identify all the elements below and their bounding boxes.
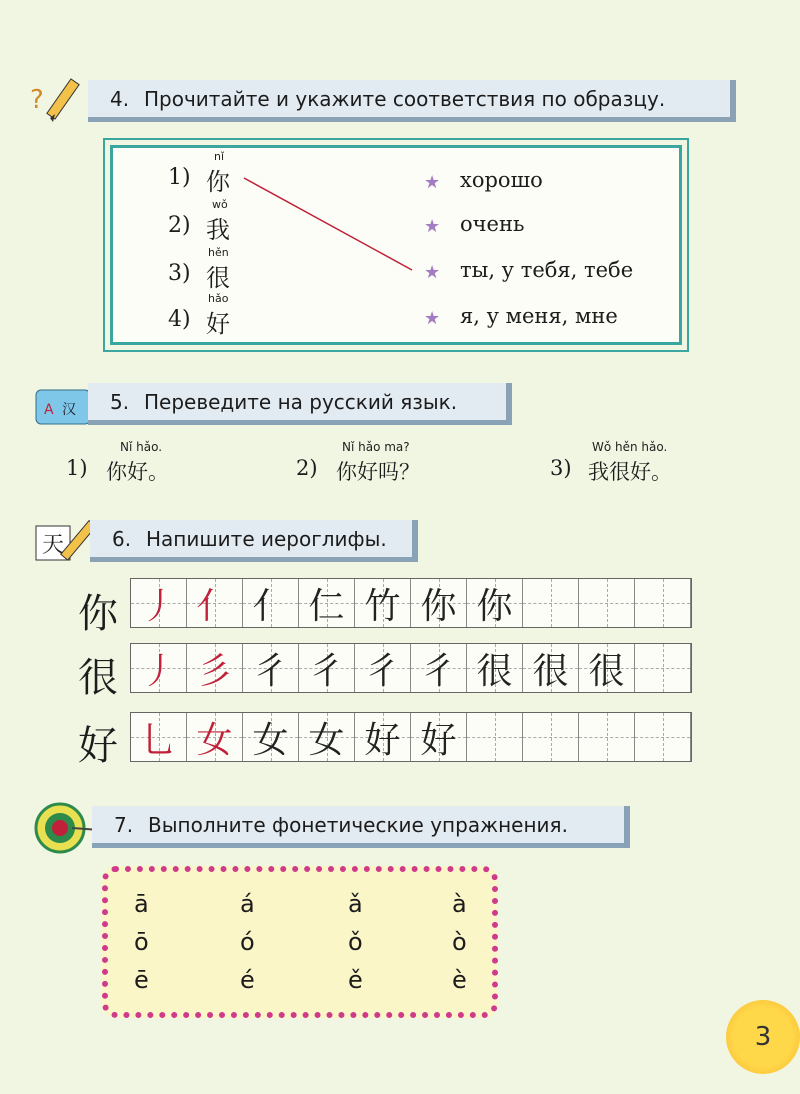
ex4-num-4: 4) <box>168 307 191 332</box>
ex6-char-3: 好 <box>78 723 118 769</box>
grid-cell <box>579 579 635 627</box>
ex4-right-2: очень <box>460 212 525 236</box>
grid-cell <box>411 644 467 692</box>
ex5-hanzi-3: 我很好。 <box>588 460 672 484</box>
grid-cell <box>187 579 243 627</box>
vowel-a4: à <box>452 890 467 918</box>
grid-cell <box>579 713 635 761</box>
grid-cell <box>523 644 579 692</box>
ex5-pinyin-2: Nǐ hǎo ma? <box>342 440 410 454</box>
grid-cell <box>635 644 691 692</box>
ex4-number: 4. <box>110 86 130 111</box>
grid-cell <box>635 713 691 761</box>
stroke-step: 很 <box>476 650 513 692</box>
stroke-step: 你 <box>476 585 513 627</box>
star-icon: ★ <box>424 172 441 193</box>
ex6-char-1: 你 <box>78 591 118 637</box>
ex5-hanzi-2: 你好吗？ <box>336 460 420 484</box>
ex4-num-1: 1) <box>168 165 191 190</box>
ex4-hanzi-4: 好 <box>206 310 230 338</box>
ex7-number: 7. <box>114 812 134 837</box>
vowel-o2: ó <box>240 928 255 956</box>
vowel-e3: ě <box>348 966 363 994</box>
vowel-a1: ā <box>134 890 149 918</box>
star-icon: ★ <box>424 262 441 283</box>
stroke-step: 彳 <box>252 650 289 692</box>
ex4-right-1: хорошо <box>460 168 543 192</box>
stroke-step: 仁 <box>308 585 345 627</box>
svg-text:天: 天 <box>42 533 65 558</box>
grid-cell <box>243 644 299 692</box>
stroke-step: 女 <box>196 719 233 761</box>
stroke-step: 很 <box>588 650 625 692</box>
ex6-grid-3 <box>130 712 692 762</box>
ex6-grid-1 <box>130 578 692 628</box>
stroke-step: 竹 <box>364 585 401 627</box>
stroke-step: 丿 <box>140 650 177 692</box>
dictionary-icon <box>32 380 96 430</box>
ex4-hanzi-3: 很 <box>206 264 230 292</box>
grid-cell <box>355 713 411 761</box>
stroke-step: 好 <box>420 719 457 761</box>
svg-text:汉: 汉 <box>62 402 76 418</box>
ex5-instruction: Переведите на русский язык. <box>144 389 458 414</box>
ex6-header <box>90 520 418 562</box>
grid-cell <box>467 713 523 761</box>
ex5-num-2: 2) <box>296 456 318 480</box>
ex4-pinyin-2: wǒ <box>212 198 228 211</box>
grid-cell <box>411 713 467 761</box>
grid-cell <box>299 579 355 627</box>
ex6-instruction: Напишите иероглифы. <box>146 526 387 551</box>
grid-cell <box>299 713 355 761</box>
grid-cell <box>187 713 243 761</box>
star-icon: ★ <box>424 308 441 329</box>
ex6-number: 6. <box>112 526 132 551</box>
grid-cell <box>131 644 187 692</box>
vowel-o1: ō <box>134 928 149 956</box>
grid-cell <box>523 579 579 627</box>
ex4-hanzi-1: 你 <box>206 168 230 196</box>
grid-cell <box>243 579 299 627</box>
grid-cell <box>187 644 243 692</box>
page-number-sun <box>726 1000 800 1074</box>
stroke-step: 好 <box>364 719 401 761</box>
vowel-box <box>102 866 498 1018</box>
ex4-sample-line <box>0 0 800 400</box>
vowel-a2: á <box>240 890 255 918</box>
stroke-step: 你 <box>420 585 457 627</box>
grid-cell <box>299 644 355 692</box>
page-number: 3 <box>754 1022 772 1052</box>
vowel-o4: ò <box>452 928 467 956</box>
stroke-step: 丿 <box>140 585 177 627</box>
stroke-step: 很 <box>532 650 569 692</box>
stroke-step: 亻 <box>196 585 233 627</box>
ex4-right-3: ты, у тебя, тебе <box>460 258 634 282</box>
star-icon: ★ <box>424 216 441 237</box>
ex4-pinyin-4: hǎo <box>208 292 229 305</box>
ex5-header <box>88 383 512 425</box>
ex5-pinyin-3: Wǒ hěn hǎo. <box>592 440 668 454</box>
ex5-number: 5. <box>110 389 130 414</box>
svg-text:?: ? <box>30 85 44 115</box>
stroke-step: 彳 <box>420 650 457 692</box>
grid-cell <box>131 713 187 761</box>
ex4-pinyin-1: nǐ <box>214 150 225 163</box>
grid-cell <box>131 579 187 627</box>
ex4-instruction: Прочитайте и укажите соответствия по образцу. <box>144 86 666 111</box>
grid-cell <box>355 644 411 692</box>
ex4-hanzi-2: 我 <box>206 216 230 244</box>
stroke-step: 亻 <box>252 585 289 627</box>
ex7-instruction: Выполните фонетические упражнения. <box>148 812 568 837</box>
grid-cell <box>467 644 523 692</box>
stroke-step: 女 <box>252 719 289 761</box>
ex5-pinyin-1: Nǐ hǎo. <box>120 440 163 454</box>
grid-cell <box>243 713 299 761</box>
stroke-step: 彳 <box>308 650 345 692</box>
ex6-char-2: 很 <box>78 655 118 701</box>
vowel-e2: é <box>240 966 255 994</box>
stroke-step: 女 <box>308 719 345 761</box>
vowel-e4: è <box>452 966 467 994</box>
ex7-header <box>92 806 630 848</box>
ex4-num-3: 3) <box>168 261 191 286</box>
stroke-step: 乚 <box>140 719 177 761</box>
grid-cell <box>579 644 635 692</box>
grid-cell <box>635 579 691 627</box>
grid-cell <box>467 579 523 627</box>
vowel-a3: ǎ <box>348 890 363 918</box>
ex4-right-4: я, у меня, мне <box>460 304 618 328</box>
stroke-step: 彡 <box>196 650 233 692</box>
ex5-num-1: 1) <box>66 456 88 480</box>
stroke-step: 彳 <box>364 650 401 692</box>
svg-text:A: A <box>44 402 54 418</box>
grid-cell <box>523 713 579 761</box>
ex5-num-3: 3) <box>550 456 572 480</box>
vowel-e1: ē <box>134 966 149 994</box>
ex4-pinyin-3: hěn <box>208 246 229 259</box>
ex5-hanzi-1: 你好。 <box>106 460 169 484</box>
vowel-o3: ǒ <box>348 928 363 956</box>
grid-cell <box>411 579 467 627</box>
ex4-num-2: 2) <box>168 213 191 238</box>
grid-cell <box>355 579 411 627</box>
ex6-grid-2 <box>130 643 692 693</box>
